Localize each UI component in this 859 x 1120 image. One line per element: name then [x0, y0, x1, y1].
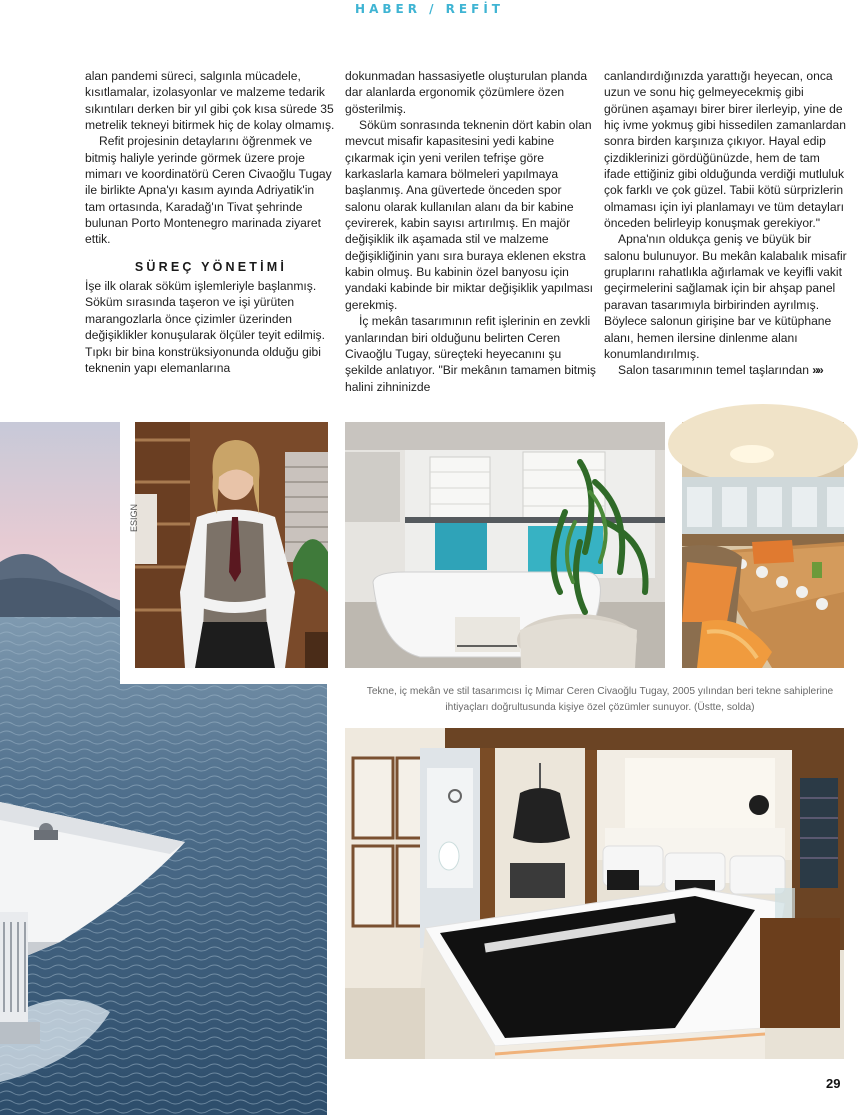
paragraph: Apna'nın oldukça geniş ve büyük bir salonu bulunuyor. Bu mekân kalabalık misafir gruplarını rahatlıkla ağırlamak ve keyifli vakit geçirmelerini sağlamak için bir ahşap panel paravan tasarımıyla birbirinden ayrılmış. Böylece salonun girişine bar ve kütüphane alanı, hemen ilersine dinlenme alanı konumlandırılmış. [604, 232, 847, 361]
bedroom-cabin-photo [345, 728, 844, 1059]
paragraph: canlandırdığınızda yarattığı heyecan, onca uzun ve sonu hiç gelmeyecekmiş gibi görünen aşamayı birer birer ilerleyip, yine de hiç ivme yokmuş gibi hissedilen zamanlardan sonra birden karşınıza çıkıyor. Hayal edip çizdiklerinizi gördüğünüzde, hem de tam ifade ettiğiniz gibi olduğunda verdiği mutluluk çok farklı ve çok güzel. Tabii kötü sürprizlerin olmaması için iyi planlamayı ve tüm detayları önceden belirleyip konuşmak gerekiyor." [604, 69, 846, 231]
photo-caption: Tekne, iç mekân ve stil tasarımcısı İç Mimar Ceren Civaoğlu Tugay, 2005 yılından beri tekne sahiplerine ihtiyaçları doğrultusunda kişiye özel çözümler sunuyor. (Üstte, solda) [366, 686, 834, 713]
bathroom-photo [345, 422, 665, 668]
text-column-2 [345, 68, 597, 395]
text-column-3 [604, 68, 848, 379]
paragraph: Söküm sonrasında teknenin dört kabin olan mevcut misafir kapasitesini yedi kabine çıkarmak için yeni verilen tefrişe göre karkaslarla kamara bölmeleri yapılmaya başlanmış. Ana güvertede önceden spor salonu olarak kullanılan alanı da bir kabine çevirerek, kabin sayısı artırılmış. En majör değişiklik ilk aşamada stil ve malzeme değişikliğinin yanı sıra buraya eklenen ekstra kabin olmuş. Bu kabinin özel banyosu için yandaki kabinde bir miktar değişiklik yapılması gerekmiş. [345, 118, 594, 312]
paragraph: dokunmadan hassasiyetle oluşturulan planda dar alanlarda ergonomik çözümlere özen gösterilmiş. [345, 69, 588, 116]
page-number: 29 [826, 1076, 841, 1091]
section-subheading: SÜREÇ YÖNETİMİ [134, 259, 288, 274]
paragraph: İç mekân tasarımının refit işlerinin en zevkli yanlarından biri olduğunu belirten Ceren Civaoğlu Tugay, süreçteki heyecanını şu şekilde anlatıyor. "Bir mekânın tamamen bitmiş halini zihninizde [345, 314, 596, 394]
text-column-1 [85, 68, 337, 376]
dining-deck-photo [682, 422, 844, 668]
paragraph: alan pandemi süreci, salgınla mücadele, kısıtlamalar, izolasyonlar ve malzeme tedarik sıkıntıları derken bir yıl gibi çok kısa sürede 35 metrelik tekneyi bitirmek hiç de kolay olmamış. [85, 69, 335, 133]
section-header: HABER / REFİT [355, 2, 504, 16]
paragraph-text: Salon tasarımının temel taşlarından [618, 363, 809, 378]
paragraph-continued [604, 362, 848, 378]
designer-badge-text: ESIGN [129, 503, 139, 532]
paragraph: İşe ilk olarak söküm işlemleriyle başlanmış. Söküm sırasında taşeron ve işi yürüten marangozlarla önce çizimler üzerinden değişiklikler konuşularak ölçüler teyit edilmiş. Tıpkı bir bina konstrüksiyonunda olduğu gibi teknenin yapı elemanlarına [85, 279, 325, 375]
paragraph: Refit projesinin detaylarını öğrenmek ve bitmiş haliyle yerinde görmek üzere proje mimarı ve koordinatörü Ceren Civaoğlu Tugay ile birlikte Apna'yı kasım ayında Adriyatik'in tam ortasında, Karadağ'ın Tivat şehrinde bulunan Porto Montenegro marinada ziyaret ettik. [85, 134, 332, 247]
designer-portrait-photo [129, 422, 328, 668]
continue-arrows-icon: »» [812, 363, 822, 378]
